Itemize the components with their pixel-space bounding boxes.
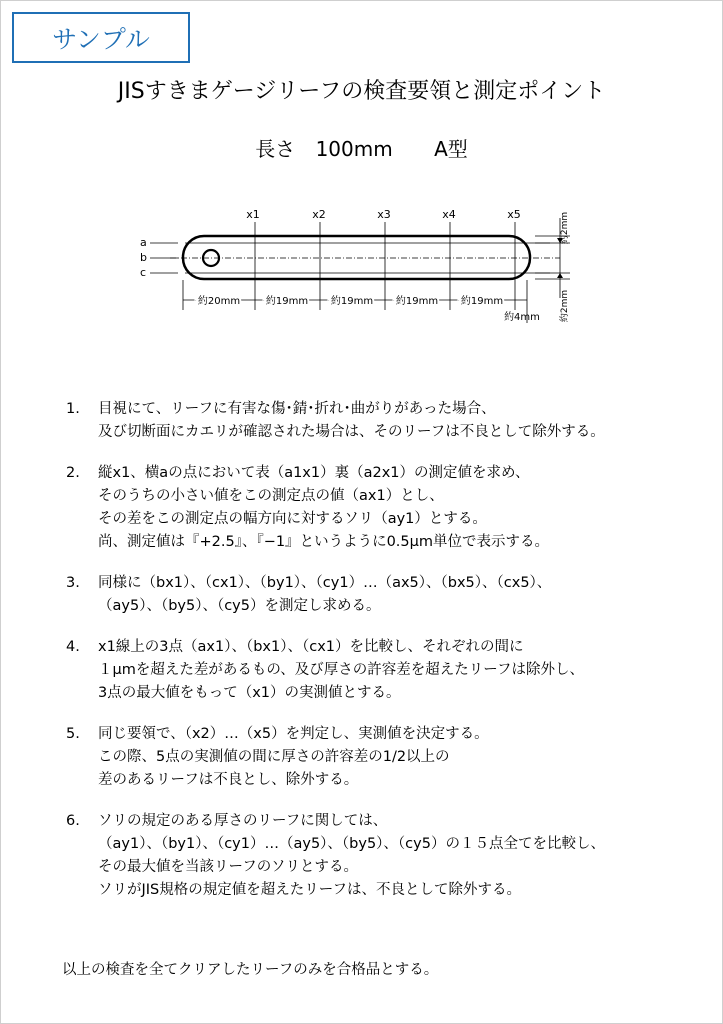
item-line: ソリがJIS規格の規定値を超えたリーフは、不良として除外する。 <box>98 882 522 898</box>
page-title: JISすきまゲージリーフの検査要領と測定ポイント <box>117 79 606 104</box>
item-line: この際、5点の実測値の間に厚さの許容差の1/2以上の <box>98 749 450 765</box>
item-number: 1. <box>66 401 80 417</box>
item-line: 縦x1、横aの点において表（a1x1）裏（a2x1）の測定値を求め、 <box>98 465 530 481</box>
item-line: 差のあるリーフは不良とし、除外する。 <box>98 772 359 788</box>
page-subtitle <box>0 133 723 162</box>
item-line: （ay1）、（by1）、（cy1）…（ay5）、（by5）、（cy5）の１５点全てを比較し、 <box>98 836 605 852</box>
x2-label: x2 <box>312 208 326 221</box>
list-item <box>66 723 706 792</box>
row-b-label: b <box>140 251 147 264</box>
list-item <box>66 810 706 902</box>
item-line: 目視にて、リーフに有害な傷･錆･折れ･曲がりがあった場合、 <box>98 401 496 417</box>
item-line: 同じ要領で、（x2）…（x5）を判定し、実測値を決定する。 <box>98 726 489 742</box>
item-line: その差をこの測定点の幅方向に対するソリ（ay1）とする。 <box>98 511 487 527</box>
x1-label: x1 <box>246 208 260 221</box>
span-4: 約19mm <box>395 296 439 307</box>
list-item <box>66 398 706 444</box>
item-line: 同様に（bx1）、（cx1）、（by1）、（cy1）…（ax5）、（bx5）、（cx5）、 <box>98 575 552 591</box>
item-line: 及び切断面にカエリが確認された場合は、そのリーフは不良として除外する。 <box>98 424 605 440</box>
row-a-label: a <box>140 236 147 249</box>
list-item <box>66 636 706 705</box>
list-item <box>66 462 706 554</box>
x5-label: x5 <box>507 208 521 221</box>
length-label: 長さ <box>255 137 296 161</box>
item-number: 5. <box>66 726 80 742</box>
right-bottom-dim: 約2mm <box>560 289 570 323</box>
sample-stamp: サンプル <box>12 12 190 63</box>
item-line: その最大値を当該リーフのソリとする。 <box>98 859 358 875</box>
item-number: 3. <box>66 575 80 591</box>
item-line: x1線上の3点（ax1）、（bx1）、（cx1）を比較し、それぞれの間に <box>98 639 524 655</box>
span-5: 約19mm <box>460 296 504 307</box>
right-top-dim: 約2mm <box>560 211 570 245</box>
item-line: １μmを超えた差があるもの、及び厚さの許容差を超えたリーフは除外し、 <box>98 662 585 678</box>
length-value: 100mm <box>315 137 393 161</box>
list-item <box>66 572 706 618</box>
inspection-list <box>66 398 706 920</box>
item-line: 3点の最大値をもって（x1）の実測値とする。 <box>98 685 401 701</box>
span-1: 約20mm <box>197 296 241 307</box>
x3-label: x3 <box>377 208 391 221</box>
x4-label: x4 <box>442 208 456 221</box>
item-number: 4. <box>66 639 80 655</box>
item-number: 6. <box>66 813 80 829</box>
item-line: 尚、測定値は『+2.5』、『−1』というように0.5μm単位で表示する。 <box>98 534 549 550</box>
conclusion-text: 以上の検査を全てクリアしたリーフのみを合格品とする。 <box>62 962 439 978</box>
item-number: 2. <box>66 465 80 481</box>
end-label: 約4mm <box>504 312 540 323</box>
span-3: 約19mm <box>330 296 374 307</box>
span-2: 約19mm <box>265 296 309 307</box>
item-line: （ay5）、（by5）、（cy5）を測定し求める。 <box>98 598 381 614</box>
item-line: そのうちの小さい値をこの測定点の値（ax1）とし、 <box>98 488 444 504</box>
item-line: ソリの規定のある厚さのリーフに関しては、 <box>98 813 388 829</box>
row-c-label: c <box>140 266 147 279</box>
type-label: A型 <box>434 137 468 161</box>
leaf-diagram <box>130 198 590 326</box>
leaf-outline <box>183 236 530 279</box>
